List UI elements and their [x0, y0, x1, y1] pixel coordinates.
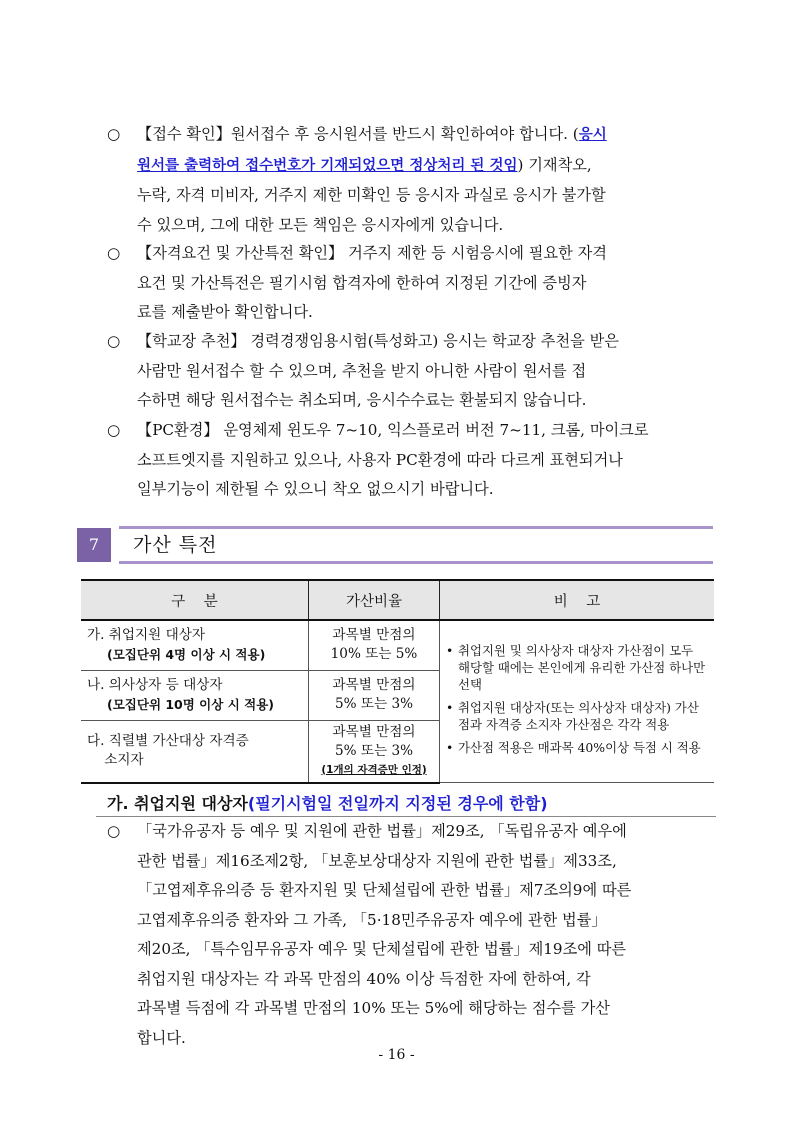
- text-line: 「고엽제후유의증 등 환자지원 및 단체설립에 관한 법률」제7조의9에 따른: [137, 881, 632, 899]
- rate-cell: [309, 720, 440, 783]
- text-line: 「국가유공자 등 예우 및 지원에 관한 법률」제29조, 「독립유공자 예우에: [137, 822, 627, 840]
- header-rate: 가산비율: [309, 580, 440, 620]
- text-line: [137, 386, 722, 416]
- section-rule-bottom: [119, 561, 713, 564]
- plain-text: ) 기재착오,: [517, 155, 592, 174]
- text-line: 고엽제후유의증 환자와 그 가족, 「5·18민주유공자 예우에 관한 법률」: [137, 910, 607, 929]
- bullet-mark: ○: [107, 332, 121, 350]
- table-row: [81, 620, 714, 670]
- page-number: - 16 -: [378, 1047, 415, 1063]
- rate-value: 과목별 만점의 5% 또는 3%: [332, 723, 416, 759]
- plain-text: 소프트엣지를 지원하고 있으나, 사용자 PC환경에 따라 다르게 표현되거나: [137, 450, 623, 469]
- text-line: 제20조, 「특수임무유공자 예우 및 단체설립에 관한 법률」제19조에 따른: [137, 940, 627, 958]
- text-line: 과목별 득점에 각 과목별 만점의 10% 또는 5%에 해당하는 점수를 가산: [137, 999, 610, 1017]
- notice-bullet: [107, 120, 722, 240]
- text-line: 취업지원 대상자는 각 과목 만점의 40% 이상 득점한 자에 한하여, 각: [137, 969, 591, 988]
- text-line: [137, 327, 722, 357]
- bullet-mark: ○: [107, 244, 121, 262]
- list-item: • 취업지원 대상자(또는 의사상자 대상자) 가산점과 자격증 소지자 가산점은 각각 적용: [446, 699, 708, 733]
- bullet-text: [107, 120, 722, 240]
- header-category: 구 분: [81, 580, 309, 620]
- text-line: [137, 446, 722, 476]
- text-line: [137, 211, 722, 241]
- rate-cell: 과목별 만점의 10% 또는 5%: [309, 620, 440, 670]
- section-heading: [77, 526, 713, 566]
- category-label: 가. 취업지원 대상자: [87, 627, 206, 644]
- text-line: [137, 120, 722, 151]
- notice-bullet: [107, 416, 722, 505]
- subsection-heading: [107, 791, 548, 814]
- text-line: [137, 239, 722, 269]
- list-item: • 취업지원 및 의사상자 대상자 가산점이 모두 해당할 때에는 본인에게 유리한 가산점 하나만 선택: [446, 642, 708, 693]
- text-line: [137, 298, 722, 328]
- category-condition: (모집단위 4명 이상 시 적용): [107, 647, 266, 663]
- category-label: 다. 직렬별 가산대상 자격증 소지자: [87, 733, 249, 768]
- text-line: 관한 법률」제16조제2항, 「보훈보상대상자 지원에 관한 법률」제33조,: [137, 851, 617, 870]
- notes-list: [446, 642, 708, 756]
- header-notes: 비 고: [440, 580, 715, 620]
- text-line: [137, 269, 722, 299]
- plain-text: 【접수 확인】원서접수 후 응시원서를 반드시 확인하여야 합니다. (: [137, 125, 579, 143]
- subsection-title: 가. 취업지원 대상자: [107, 794, 248, 813]
- plain-text: 수하면 해당 원서접수는 취소되며, 응시수수료는 환불되지 않습니다.: [137, 391, 587, 409]
- bullet-mark: ○: [107, 421, 121, 439]
- highlighted-text: 원서를 출력하여 접수번호가 기재되었으면 정상처리 된 것임: [137, 157, 518, 174]
- plain-text: 【PC환경】 운영체제 윈도우 7~10, 익스플로러 버전 7~11, 크롬, 마이크로: [137, 421, 649, 439]
- text-line: 합니다.: [137, 1028, 186, 1047]
- text-line: [137, 181, 722, 211]
- notice-bullet: [107, 327, 722, 416]
- plain-text: 사람만 원서접수 할 수 있으며, 추천을 받지 아니한 사람이 원서를 접: [137, 361, 587, 380]
- law-bullet: [107, 817, 722, 1053]
- bullet-text: [107, 416, 722, 505]
- section-title: 가산 특전: [133, 534, 218, 556]
- rate-cell: 과목별 만점의 5% 또는 3%: [309, 670, 440, 720]
- notice-bullet: [107, 239, 722, 328]
- text-line: [137, 416, 722, 446]
- section-number: 7: [77, 528, 111, 562]
- bonus-table: [81, 579, 714, 784]
- bullet-mark: ○: [107, 125, 121, 143]
- category-cell: [81, 620, 309, 670]
- notes-cell: [440, 620, 715, 783]
- text-line: [137, 151, 722, 182]
- plain-text: 【자격요건 및 가산특전 확인】 거주지 제한 등 시험응시에 필요한 자격: [137, 244, 607, 262]
- plain-text: 요건 및 가산특전은 필기시험 합격자에 한하여 지정된 기간에 증빙자: [137, 273, 587, 292]
- category-cell: [81, 720, 309, 783]
- law-bullet-text: [107, 817, 722, 1053]
- list-item: • 가산점 적용은 매과목 40%이상 득점 시 적용: [446, 739, 708, 756]
- table-header-row: [81, 580, 714, 620]
- category-condition: (모집단위 10명 이상 시 적용): [107, 697, 274, 712]
- plain-text: 수 있으며, 그에 대한 모든 책임은 응시자에게 있습니다.: [137, 215, 504, 234]
- subsection-condition: (필기시험일 전일까지 지정된 경우에 한함): [247, 794, 548, 813]
- bullet-text: [107, 239, 722, 328]
- bullet-text: [107, 327, 722, 416]
- bullet-mark: ○: [107, 822, 121, 840]
- plain-text: 누락, 자격 미비자, 거주지 제한 미확인 등 응시자 과실로 응시가 불가할: [137, 186, 606, 204]
- highlighted-text: 응시: [578, 127, 607, 143]
- category-label: 나. 의사상자 등 대상자: [87, 677, 223, 693]
- category-cell: [81, 670, 309, 720]
- plain-text: 료를 제출받아 확인합니다.: [137, 303, 313, 321]
- text-line: [137, 475, 722, 505]
- text-line: [137, 357, 722, 387]
- plain-text: 【학교장 추천】 경력경쟁임용시험(특성화고) 응시는 학교장 추천을 받은: [137, 332, 619, 350]
- plain-text: 일부기능이 제한될 수 있으니 착오 없으시기 바랍니다.: [137, 480, 494, 498]
- section-rule-top: [119, 526, 713, 529]
- rate-note: (1개의 자격증만 인정): [321, 763, 427, 776]
